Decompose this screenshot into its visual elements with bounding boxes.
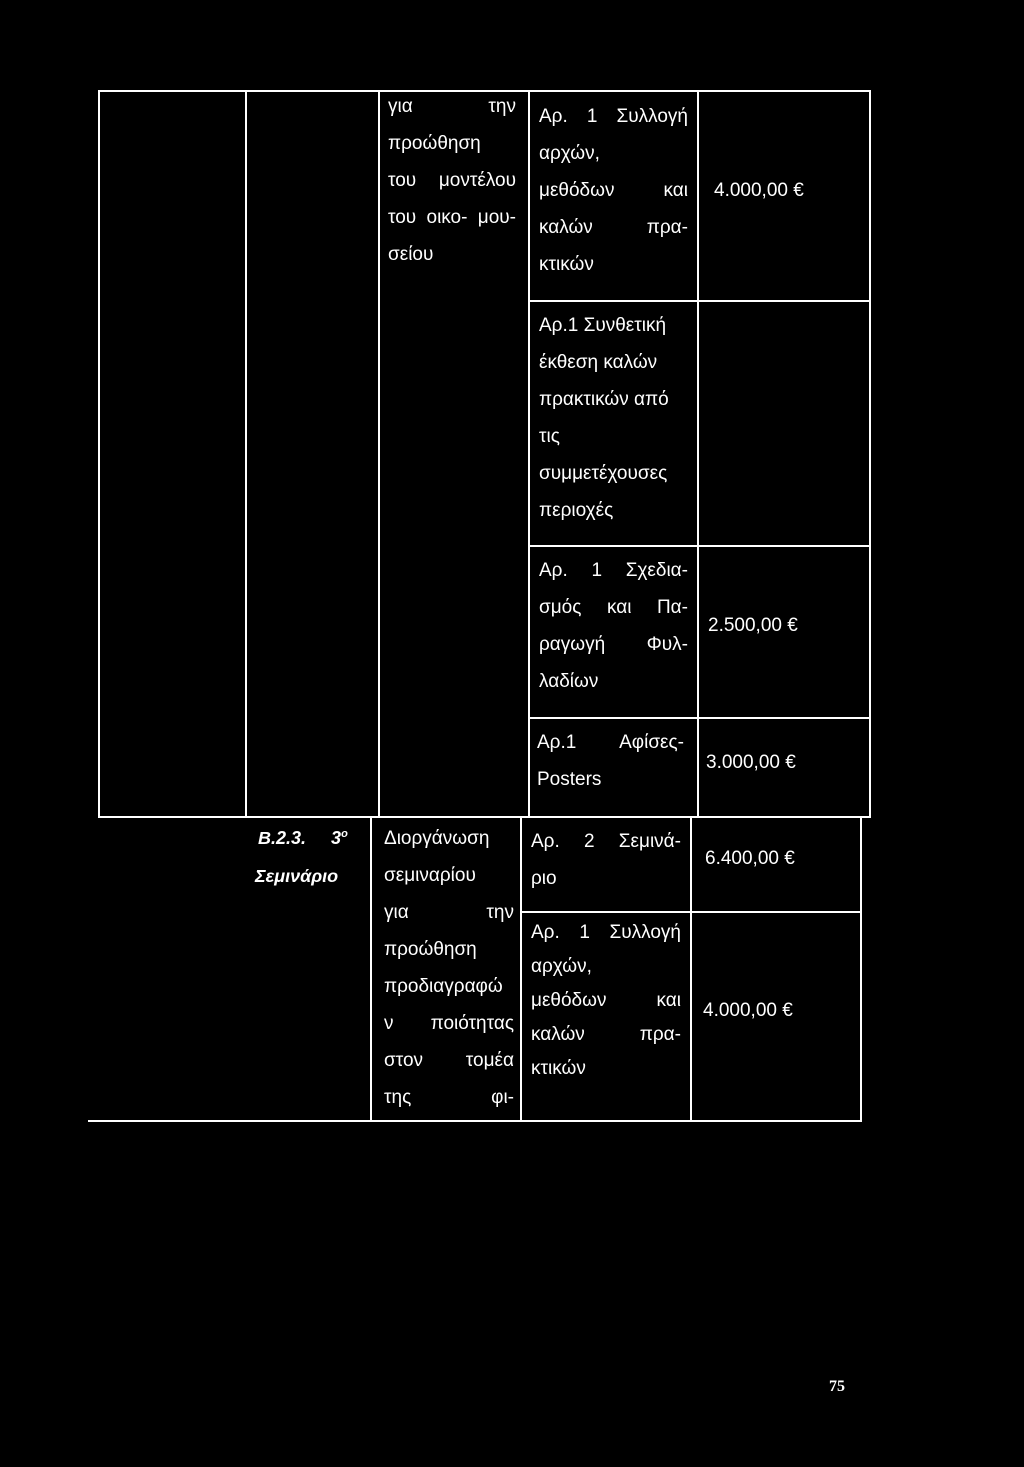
column-divider-1-upper xyxy=(245,90,247,818)
column-divider-2-lower xyxy=(370,818,372,1122)
table-border-right-lower xyxy=(860,818,862,1122)
table-border-left xyxy=(98,90,100,818)
column-divider-3-lower xyxy=(520,818,522,1122)
seminar-number-sup: ο xyxy=(341,828,348,840)
action-cell-collection-principles: Αρ. 1 Συλλογή αρχών, μεθόδων και καλών πρα- κτικών xyxy=(539,106,688,275)
objective-cell-seminar: Διοργάνωση σεμιναρίου για την προώθηση προδιαγραφώ ν ποιότητας στον τομέα της φι- xyxy=(384,828,514,1108)
row-divider-1 xyxy=(528,300,871,302)
action-cell-leaflets: Αρ. 1 Σχεδια- σμός και Πα- ραγωγή Φυλ- λαδίων xyxy=(539,560,688,692)
row-divider-seminar xyxy=(98,816,871,818)
cost-value: 3.000,00 € xyxy=(706,752,796,773)
page-number: 75 xyxy=(829,1378,845,1395)
action-cell-seminar-collection: Αρ. 1 Συλλογή αρχών, μεθόδων και καλών πρα- κτικών xyxy=(531,922,681,1079)
cost-value: 2.500,00 € xyxy=(708,615,798,636)
table-border-right-upper xyxy=(869,90,871,818)
column-divider-4-upper xyxy=(697,90,699,818)
row-divider-3 xyxy=(528,717,871,719)
column-divider-3-upper xyxy=(528,90,530,818)
cost-value: 4.000,00 € xyxy=(703,1000,793,1021)
objective-cell-upper: για την προώθηση του μοντέλου του οικο- μου- σείου xyxy=(388,96,516,265)
column-divider-2-upper xyxy=(378,90,380,818)
seminar-code-id: Β.2.3. xyxy=(258,828,307,848)
table-border-bottom xyxy=(88,1120,861,1122)
seminar-code xyxy=(258,820,348,857)
cost-value: 6.400,00 € xyxy=(705,848,795,869)
seminar-label: Σεμινάριο xyxy=(255,866,339,886)
action-cell-synthesis-report: Αρ.1 Συνθετική έκθεση καλών πρακτικών από τις συμμετέχουσες περιοχές xyxy=(539,315,669,521)
row-divider-2 xyxy=(528,545,871,547)
column-divider-4-lower xyxy=(690,818,692,1122)
action-cell-posters: Αρ.1 Αφίσες- Posters xyxy=(537,732,684,790)
action-cell-seminar: Αρ. 2 Σεμινά- ριο xyxy=(531,831,681,889)
cost-value: 4.000,00 € xyxy=(714,180,804,201)
seminar-number: 3 xyxy=(331,828,342,848)
row-divider-seminar-sub xyxy=(520,911,862,913)
